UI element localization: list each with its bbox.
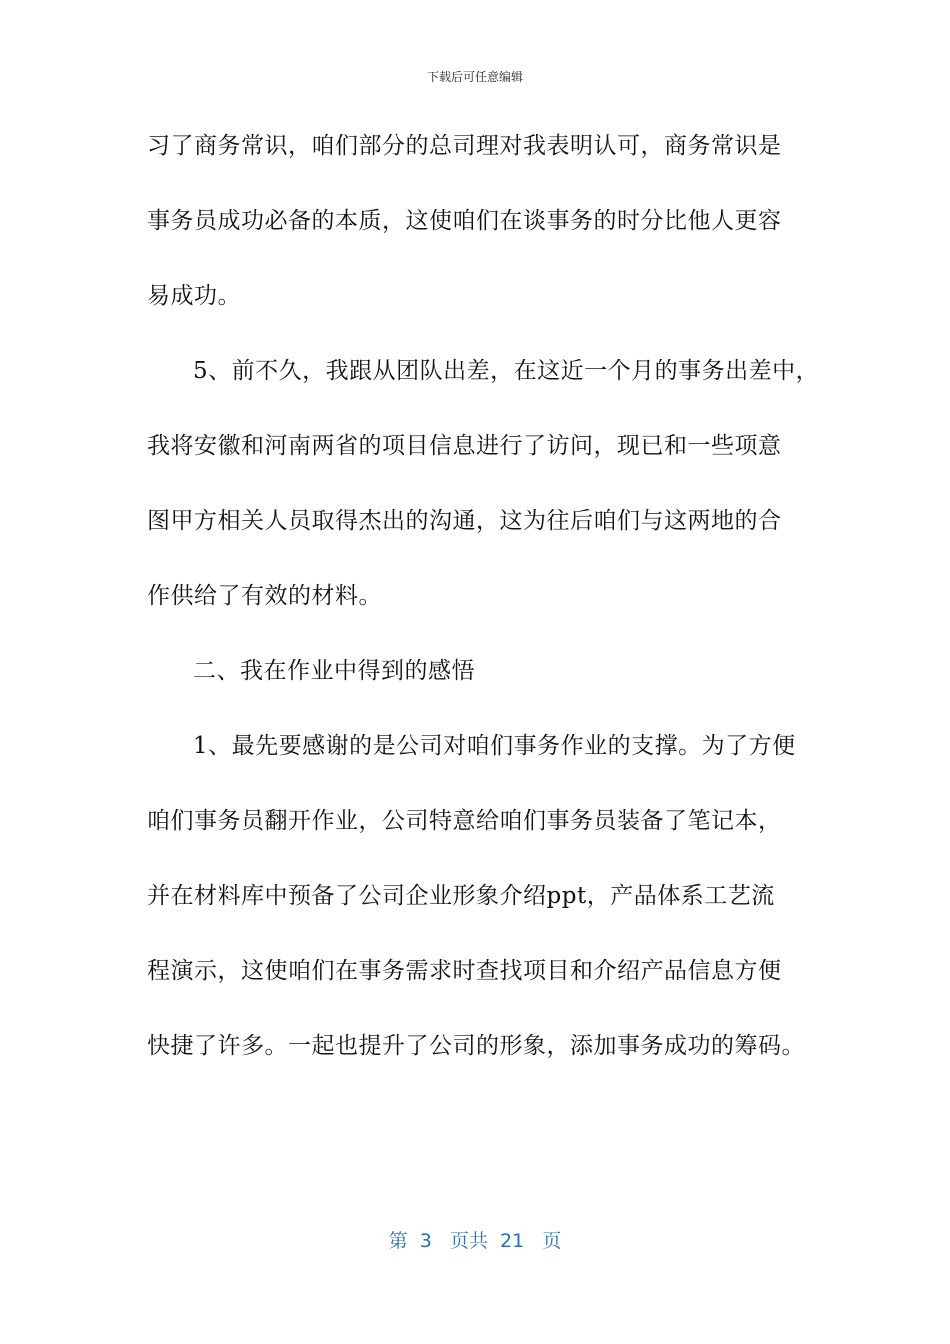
text-line: 快捷了许多。一起也提升了公司的形象，添加事务成功的筹码。 [147, 1033, 805, 1059]
text-line: 习了商务常识，咱们部分的总司理对我表明认可，商务常识是 [147, 133, 782, 159]
text-line: 程演示，这使咱们在事务需求时查找项目和介绍产品信息方便 [147, 958, 782, 984]
body-text [147, 126, 820, 1101]
header-note: 下载后可任意编辑 [426, 70, 523, 84]
text-line: 图甲方相关人员取得杰出的沟通，这为往后咱们与这两地的合 [147, 508, 782, 534]
text-line: 作供给了有效的材料。 [147, 583, 382, 609]
text-line: 我将安徽和河南两省的项目信息进行了访问，现已和一些项意 [147, 433, 782, 459]
paragraph-start-line: 1、最先要感谢的是公司对咱们事务作业的支撑。为了方便 [193, 733, 796, 759]
section-heading: 二、我在作业中得到的感悟 [193, 658, 475, 684]
text-line: 咱们事务员翻开作业，公司特意给咱们事务员装备了笔记本， [147, 808, 782, 834]
text-line: 易成功。 [147, 283, 241, 309]
page-number: 第 3 页共 21 页 [388, 1230, 562, 1252]
text-line: 并在材料库中预备了公司企业形象介绍ppt，产品体系工艺流 [147, 883, 775, 909]
text-line: 事务员成功必备的本质，这使咱们在谈事务的时分比他人更容 [147, 208, 782, 234]
paragraph-start-line: 5、前不久，我跟从团队出差，在这近一个月的事务出差中， [193, 358, 820, 384]
